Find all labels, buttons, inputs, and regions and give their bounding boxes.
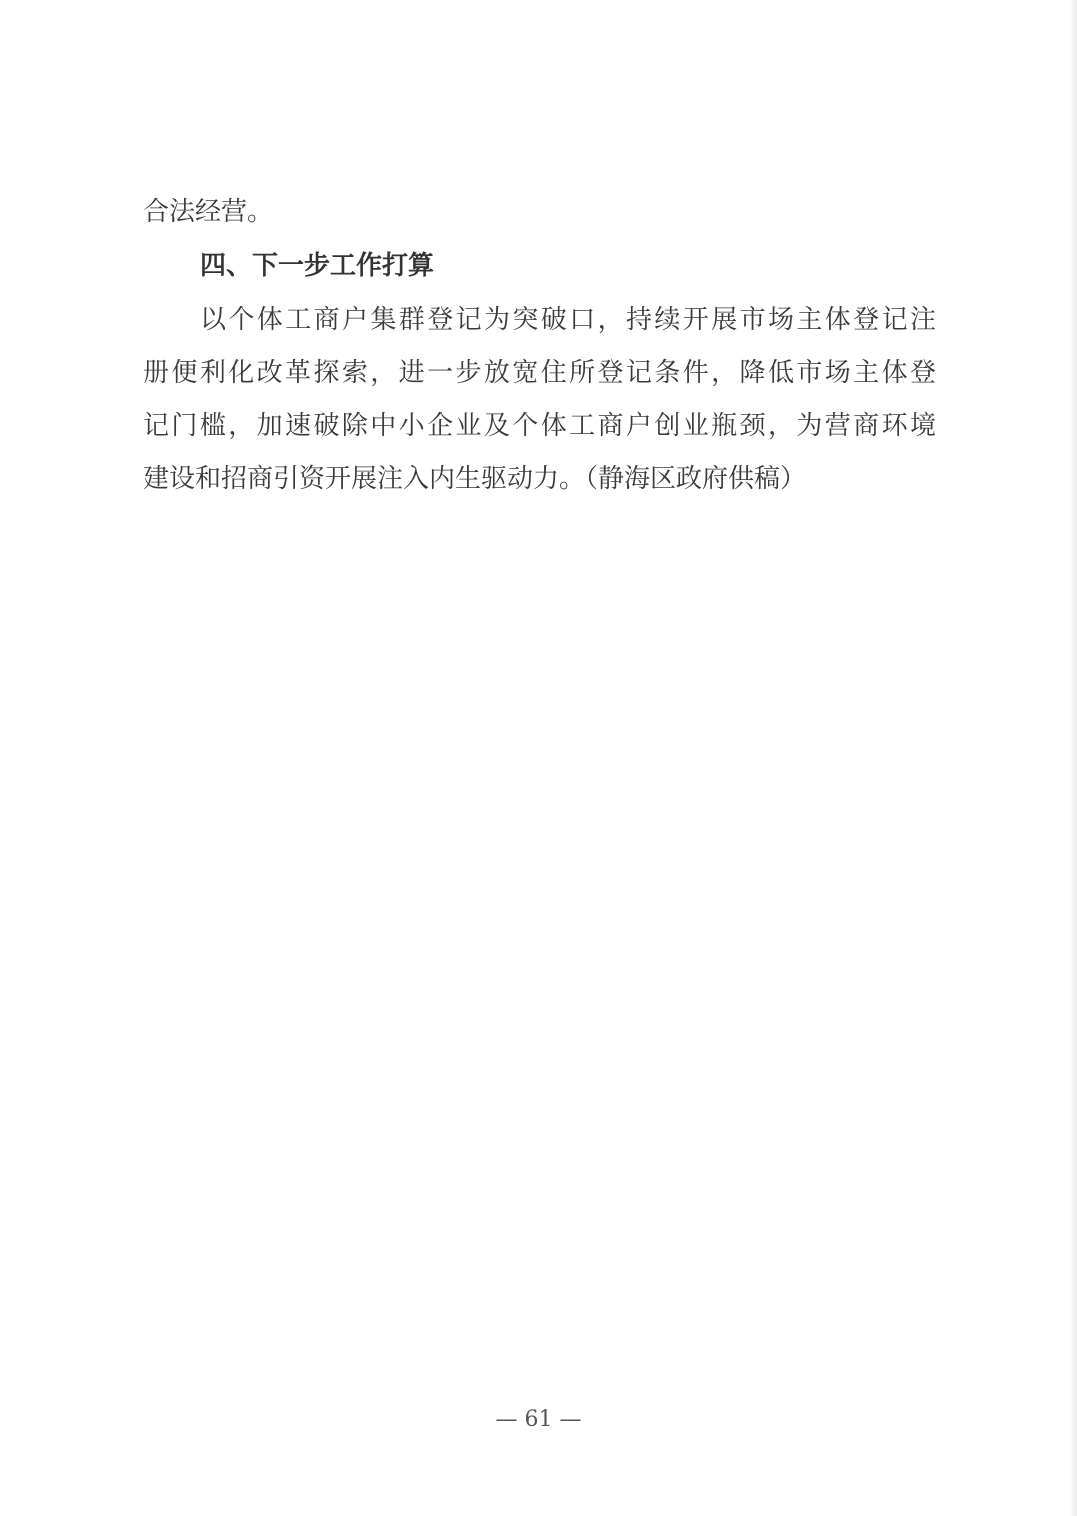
section-heading: 四、下一步工作打算	[200, 251, 435, 281]
paragraph-line-4: 记门槛，加速破除中小企业及个体工商户创业瓶颈，为营商环境	[143, 411, 936, 441]
paragraph-line-1: 合法经营。	[143, 197, 274, 227]
page-edge-shadow	[1069, 0, 1077, 1516]
paragraph-line-3: 册便利化改革探索，进一步放宽住所登记条件，降低市场主体登	[143, 358, 936, 388]
page-number: — 61 —	[495, 1407, 582, 1432]
paragraph-line-2: 以个体工商户集群登记为突破口，持续开展市场主体登记注	[200, 305, 936, 335]
paragraph-line-5: 建设和招商引资开展注入内生驱动力。（静海区政府供稿）	[143, 464, 807, 494]
